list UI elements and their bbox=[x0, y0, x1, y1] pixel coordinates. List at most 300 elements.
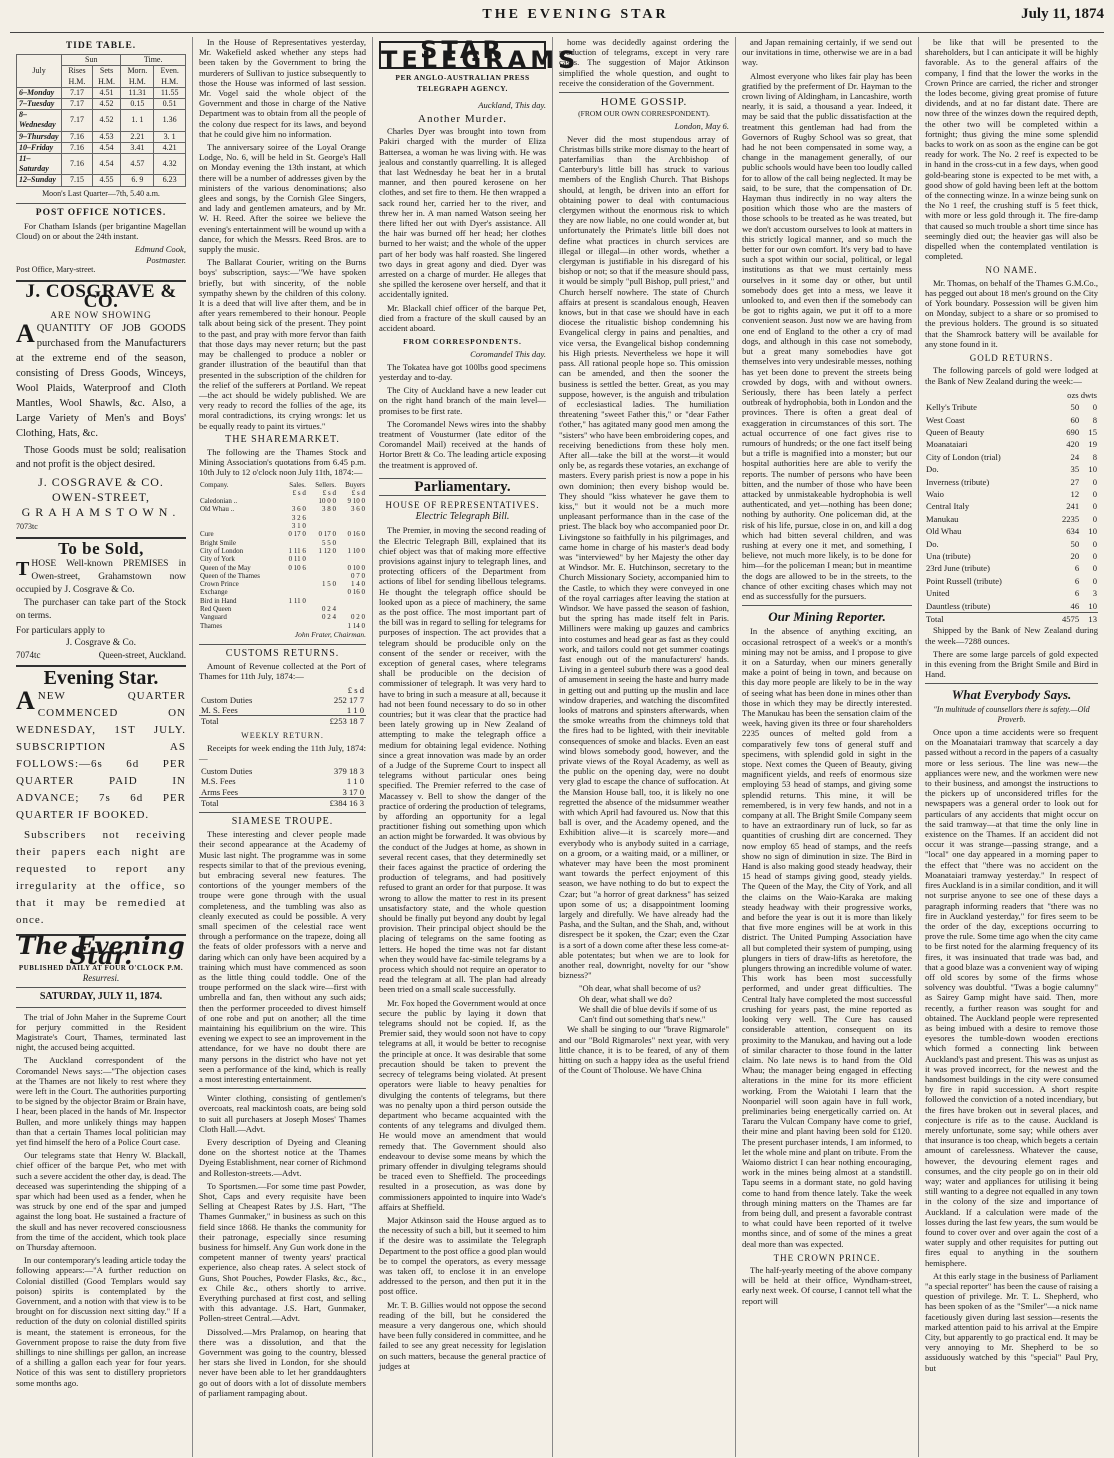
share-cell: 0 17 0 bbox=[318, 530, 337, 539]
share-cell bbox=[307, 572, 337, 580]
weekly-cell: Arms Fees bbox=[201, 786, 238, 797]
to-be-sold-agent: J. Cosgrave & Co. bbox=[66, 637, 136, 648]
gold-cell: 690 bbox=[1066, 426, 1080, 437]
share-cell bbox=[199, 522, 281, 530]
everybody-says-end: At this early stage in the business of Parliament "a special reporter" has been the cause of raising a question of privilege. Mr. T. L. Shepherd, who has been spoken of as the "Smiler"—a nick name facetiously given during last session—resents the marked attention paid to his arrival at the Empire City, but apparently to go practical end. It may be very annoying to Mr. Shepherd to be so assiduously watched by this "special" Paul Pry, but bbox=[925, 1270, 1098, 1373]
gold-cell: 634 bbox=[1066, 526, 1080, 537]
tide-cell: 7.16 bbox=[62, 131, 93, 142]
gold-cell: 0 bbox=[1092, 538, 1097, 549]
news-item: The Auckland correspondent of the Coromandel News says:—"The objection cases at the Thames are not likely to rest where they were left in the Court. The authorities purporting to be signed by the objector Braim or Brain have, I hear, been placed in the hands of Mr. Inspector Bullen, and more unlikely things may happen than that a certain Thames local politician may yet find himself the hero of a Police Court case. bbox=[16, 1055, 186, 1147]
tide-row bbox=[17, 99, 186, 110]
tide-col-head: Rises H.M. bbox=[62, 66, 93, 87]
gold-cell: 6 bbox=[1074, 575, 1080, 586]
correspondent-item: The Coromandel News wires into the shabby treatment of Vousturmer (late editor of the Coromandel Mail) received at the hands of Hortor Brett & Co. The leading article exposing the treatment is approved of. bbox=[379, 418, 546, 470]
to-be-sold-purchaser: The purchaser can take part of the Stock on terms. bbox=[16, 597, 186, 621]
share-cell: Old Whau .. bbox=[200, 505, 235, 514]
to-be-sold-body: HOSE Well-known PREMISES in Owen-street, Grahamstown now occupied by J. Cosgrave & Co. bbox=[16, 558, 186, 595]
gold-row bbox=[925, 500, 1098, 512]
house-title: HOUSE OF REPRESENTATIVES. bbox=[385, 499, 540, 510]
gold-cell: Central Italy bbox=[926, 501, 970, 512]
home-gossip-body: Never did the most stupendous array of Christmas bills strike more dismay to the heart of paterfamilias than the Archbishop of Canterbury's little bill has struck to various members of the English Church. That Bishops should, at length, be driven into an effort for obtaining power to deal with contumacious clergymen without the enormous risk to which they are now liable, no one could wonder at, but unfortunately the Primate's little bill does not define what practices in church services are illegal or illegal—in other words, whether a clergyman is justifiable in his disregard of his bishop or not; so that if the measure should pass, it would be simply "pull Bishop, pull priest," and Church herself nowhere. The state of Church affairs at present is scandalous enough, Heaven knows, but in that case we should have in each diocese the ritualistic bishop condemning his Evangelical clergy in pains and penalties, and vice versa, the Evangelical bishop condemning his High priests. Nevertheless we hope it will pass. All rational people hope so. This omission can be amended, and then the sooner the business is settled the better. Great, as you may suppose, however, is the anguish and tribulation of ecclesiastical ladies. The humiliation threatening "sweet Father this," or "dear Father t'other," has agitated many good men among the "sisters" who have been embroidering copes, and receiving benedictions from these holy men. After all—take the bill at the worst—it would only be, as regards these votaries, an exchange of masters. Every parish priest is now a pope in his own dominion; then every bishop would be. They should "kiss whatever he gave them to kiss," but it would not be a much more unpleasant performance than in the case of the priest. The black boy who accompanied poor Dr. Livingstone so faithfully in his pilgrimages, and came home in charge of his master's dead body was "interviewed" by her Majesty the other day at Windsor. Mr. E. Hutchinson, secretary to the Church Missionary Society, accompanied him to the Castle, to which they were conveyed in one of the royal carriages after leaving the station at Windsor. We have passed the season of fashion, but the spring has made itself felt in Paris. Milliners were making up gauzes and cambrics into costumes and head gear as fast as they could work, and tailors could not get summer coatings fast enough out of the manufacturers' hands. Living in a genteel suburb there was a good deal of amusement in seeing the haste and hurry made in getting out and putting up the muslin and lace window draperies, and watching the discomfited looks of matrons and spinsters afterwards, when the smoke wreaths from the chimneys told that the fires had to be lighted, with their inevitable consequences of smoke and blacks. Even an east wind blows somebody good, however, and the private views of the Royal Academy, as well as the public on the opening day, were no doubt very glad to escape the chance of suffocation. At the Mansion House ball, too, it is likely no one regretted the absence of the midsummer weather with which April had favoured us. Now that this ball is over, and the Academy opened, and the Exhibition alive—it is scarcely more—and everybody who is anybody suited in a carriage, on a groom, or a waiting maid, or a milliner, or whatever may have been the most prominent want towards the perfect enjoyment of this season, we have nothing to do but to expect the Czar; but "a horror of great darkness" has seized upon some of us; a disappointment looming largely and direfully. We have already had the Pasha, and the Sultan, and the Shah, and, without disrespect be it spoken, the Czar; even the Czar is a sort of a down come after these less come-at-able potentates; but when we are to look for another real, downright, novelty for our "show bizness?" bbox=[559, 133, 729, 981]
news-item: In our contemporary's leading article today the following appears:—"A further reduction on Colonial distilled (Good Templars would say poison) spirits is contemplated by the Government, and a notion with that view is to be brought on for discussion next sitting day." If a reduction of the duty on colonial distilled spirits is meant, the statement is erroneous, for the Government propose to raise the duty from five shillings to nine shillings per gallon, an increase of a shilling a gallon each year for four years. Notice of this was sent to distillery proprietors some months ago. bbox=[16, 1255, 186, 1388]
gold-cell: 24 bbox=[1070, 451, 1080, 462]
gold-cell: 6 bbox=[1074, 563, 1080, 574]
share-cell: Queen of the May bbox=[200, 563, 251, 572]
to-be-sold-ad bbox=[16, 558, 186, 597]
cosgrave-body: QUANTITY OF JOB GOODS purchased from the Manufacturers at the extreme end of the season, consisting of Dress Goods, Winceys, Wool Plaids, Waterproof and Cloth Mantles, Wool Shawls, &c. Also, a Large Variety of Men's and Boys' Clothing, Hats, &c. bbox=[16, 322, 186, 439]
share-cell: 0 2 4 bbox=[322, 613, 337, 622]
to-be-sold-address: Queen-street, Auckland. bbox=[98, 650, 186, 661]
share-cell: 1 10 0 bbox=[347, 546, 365, 555]
share-cell: 1 12 0 bbox=[318, 546, 337, 555]
tide-table-title: TIDE TABLE. bbox=[65, 41, 137, 51]
tide-cell: 4.52 bbox=[92, 110, 121, 131]
post-office-body: For Chatham Islands (per brigantine Magellan Cloud) on or about the 24th instant. bbox=[16, 221, 186, 242]
verse-line: Oh dear, what shall we do? bbox=[579, 993, 673, 1004]
post-office-place: Post Office, Mary-street. bbox=[16, 264, 96, 274]
tide-row bbox=[17, 142, 186, 153]
share-row bbox=[199, 505, 366, 513]
gold-cell: 8 bbox=[1092, 451, 1097, 462]
gold-cell: City of London (trial) bbox=[926, 451, 1001, 462]
gold-row bbox=[925, 476, 1098, 488]
gold-total-label: Total bbox=[925, 613, 1048, 626]
share-cell: Caledonian .. bbox=[200, 497, 238, 506]
gillies-body: Mr. T. B. Gillies would not oppose the second reading of the bill, but he considered the measure a very dangerous one, which should have been fully considered in committee, and he failed to see any great necessity for legislation on such matters, because the general practice of judges at bbox=[379, 1299, 546, 1371]
share-cell: 0 7 0 bbox=[351, 571, 365, 580]
share-col-head: Sellers. bbox=[315, 480, 337, 489]
tide-head-time: Time. bbox=[121, 55, 186, 66]
share-cell: 3 1 0 bbox=[291, 522, 306, 531]
gold-cell: 10 bbox=[1088, 464, 1097, 475]
share-cell bbox=[307, 622, 337, 630]
gold-total-ozs: 4575 bbox=[1048, 613, 1080, 626]
share-cell bbox=[281, 497, 307, 505]
blackall-body: Mr. Blackall chief officer of the barque Pet, died from a fracture of the skull caused by an accident aboard. bbox=[379, 302, 546, 334]
gold-row bbox=[925, 575, 1098, 587]
post-office-sign-title: Postmaster. bbox=[146, 254, 186, 265]
bill-body: The Premier, in moving the second reading of the Electric Telegraph Bill, explained that its chief object was that of making more effective provisions against injury to telegraph lines, and protecting officers of the Department from actions of libel for sending libellous telegrams. He thought the telegraph office should be looked upon as a piece of machinery, the same as the post office. The most important part of the bill was in regard to selling for telegrams for purposes of inspection. The act provides that a telegram should be producible only on the consent of the sender or receiver, with the exception of general cases, where telegrams shall be producible on the decision of commissioner of telegraph. It was very hard to have to bring in such a measure at all, because it had not been found necessary to do so in other countries; but it was clear that the practice had been lately growing up in New Zealand of attempting to make the telegraph office a medium for obtaining legal evidence. Nothing since a great innovation was made by an order of a Judge of the Supreme Court to inspect all telegrams without particular ones being specified. The Premier referred to the case of Macassey v. Bell to show the danger of the practice of ordering the production of telegrams, by affording an opportunity for a legal practitioner fishing out something upon which an action might be forwarded. It was obvious by the conduct of the Judges at home, as shown in several recent cases, that they determinedly set their faces against the practice of ordering the production of telegrams, and had positively refused to grant an order for that purpose. It was wrong to allow the matter to rest in its present unsatisfactory state, and the whole question should be finally put beyond any doubt by legal provision. Their principal object should be the placing of telegrams on the same footing as letters. He hoped the time was not far distant when they would have fac-simile telegrams by a process which should not require an operator to read the telegram at all. The plan had already been tried on a small scale successfully. bbox=[379, 525, 546, 995]
gold-cell: Point Russell (tribute) bbox=[926, 575, 1002, 586]
tide-cell: 9–Thursday bbox=[17, 131, 62, 142]
cosgrave-ref: 7073tc bbox=[16, 522, 38, 532]
share-cell: 3 2 6 bbox=[291, 513, 306, 522]
gold-cell: 20 bbox=[1070, 550, 1080, 561]
evening-star-ad-title: Evening Star. bbox=[43, 667, 159, 690]
share-cell: 3 8 0 bbox=[322, 505, 337, 514]
advertisement: Winter clothing, consisting of gentlemen's overcoats, real mackintosh coats, are being sold to suit all purchasers at Joseph Moses' Thames Cloth Hall.—Advt. bbox=[199, 1093, 366, 1134]
gold-row bbox=[925, 600, 1098, 613]
gold-cell: Una (tribute) bbox=[926, 550, 971, 561]
tide-cell: 4.21 bbox=[154, 142, 186, 153]
column-2 bbox=[193, 37, 373, 1457]
weekly-cell: 1 1 0 bbox=[346, 776, 364, 787]
share-row bbox=[199, 530, 366, 538]
weekly-return-table bbox=[199, 766, 366, 808]
gold-cell: 35 bbox=[1070, 464, 1080, 475]
tide-cell: 6.23 bbox=[154, 175, 186, 186]
share-cell bbox=[281, 572, 307, 580]
gold-row bbox=[925, 463, 1098, 475]
share-cell: 5 5 0 bbox=[322, 538, 337, 547]
news-item: The anniversary soiree of the Loyal Orange Lodge, No. 6, will be held in St. George's Hall on Monday evening the 13th instant, at which there will be a number of addresses given by the ministers of the various denominations; also glees and songs, by the Cornish Glee Singers, and lady and gentlemen amateurs, and by Mr. W. H. Reed. After the soiree we believe the evening's entertainment will be wound up with a dance, for which the Messrs. Reed Bros. are to supply the music. bbox=[199, 142, 366, 255]
column-1 bbox=[10, 37, 193, 1457]
cosgrave-ad bbox=[16, 318, 186, 441]
tide-cell: 1.36 bbox=[154, 110, 186, 131]
tide-head-month: July bbox=[17, 55, 62, 88]
share-cell: Bright Smile bbox=[200, 538, 236, 547]
weekly-row bbox=[199, 766, 366, 776]
tide-cell: 7.16 bbox=[62, 154, 93, 175]
share-cell bbox=[281, 605, 307, 613]
cosgrave-note: Those Goods must be sold; realisation and not profit is the object desired. bbox=[16, 444, 186, 470]
tide-cell: 7–Tuesday bbox=[17, 99, 62, 110]
weekly-row bbox=[199, 787, 366, 798]
tide-cell: 3. 1 bbox=[154, 131, 186, 142]
crown-prince-continued: be like that will be presented to the shareholders, but I can anticipate it will be highly favorable. As to the general affairs of the company, I find that the lower the works in the Crown Prince are carried, the richer and stronger the lodes become, giving great promise of future dividends, and at no far distant date. There are now three of the winzes down the required depth, the other two will be completed within a fortnight; thus giving the mine some splendid backs to work on as soon as the engine can be got ready for work. The No. 2 reef is expected to be in hand in the cross-cut in a few days, when good gold-bearing stone is expected to be met with, a good show of gold having been left at the bottom of the connecting winze. In a winze being sunk on the No 1 reef, the crushing stuff is 5 feet thick, with more or less gold through it. The fire-damp that caused so much trouble a short time since has seemingly died out; the heavier gas will also be dispelled when the contemplated ventilation is completed. bbox=[925, 37, 1098, 262]
gold-row bbox=[925, 587, 1098, 599]
share-col-head: Sales. bbox=[289, 480, 306, 489]
news-item: In the House of Representatives yesterday, Mr. Wakefield asked whether any steps had been taken by the Government to bring the murderers of Sullivan to justice subsequently to those the House was informed of last session. Mr. Vogel said the whole object of the Government and those in charge of the Native Department was to obtain from all the people of the colony due respect for its laws, and beyond that he could give him no information. bbox=[199, 37, 366, 139]
share-cell: 0 2 4 bbox=[322, 604, 337, 613]
share-row bbox=[199, 597, 366, 605]
share-cell bbox=[337, 514, 366, 522]
gold-cell: 0 bbox=[1092, 575, 1097, 586]
share-row bbox=[199, 547, 366, 555]
share-row bbox=[199, 622, 366, 630]
share-cell bbox=[281, 588, 307, 596]
gold-cell: Inverness (tribute) bbox=[926, 476, 990, 487]
share-cell bbox=[281, 622, 307, 630]
paper-motto: Resurresi. bbox=[82, 973, 120, 984]
telegram-dateline: Auckland, This day. bbox=[478, 99, 546, 110]
gold-row bbox=[925, 488, 1098, 500]
gold-row bbox=[925, 550, 1098, 562]
gold-expected-note: There are some large parcels of gold expected in this evening from the Bright Smile and Bird in Hand. bbox=[925, 648, 1098, 680]
tide-cell: 3.41 bbox=[121, 142, 154, 153]
parliamentary-title: Parliamentary. bbox=[379, 478, 546, 496]
tide-cell: 4.54 bbox=[92, 142, 121, 153]
gold-cell: Dauntless (tribute) bbox=[926, 600, 991, 611]
gold-cell: Queen of Beauty bbox=[926, 426, 985, 437]
gold-returns-title: GOLD RETURNS. bbox=[969, 353, 1054, 364]
customs-intro: Amount of Revenue collected at the Port of Thames for 11th July, 1874:— bbox=[199, 661, 366, 682]
gold-cell: Manukau bbox=[926, 513, 959, 524]
share-cell bbox=[281, 613, 307, 621]
tide-head-sun: Sun bbox=[62, 55, 121, 66]
tide-cell: 0.15 bbox=[121, 99, 154, 110]
home-gossip-from: (FROM OUR OWN CORRESPONDENT). bbox=[578, 109, 710, 119]
everybody-says-motto: "In multitude of counsellors there is safety.—Old Proverb. bbox=[933, 704, 1090, 724]
share-row bbox=[199, 555, 366, 563]
news-item: Our telegrams state that Henry W. Blackall, chief officer of the barque Pet, who met with such a severe accident the other day, is dead. The deceased was superintending the shipping of a spar which had been used as a fender, when he was struck by one end of the spar and jumped against the long boat. He sustained a fracture of the skull and has never recovered consciousness from the time of the accident, which took place on Thursday afternoon. bbox=[16, 1150, 186, 1252]
weekly-row bbox=[199, 776, 366, 786]
tide-cell: 6. 9 bbox=[121, 175, 154, 186]
tide-cell: 7.16 bbox=[62, 142, 93, 153]
share-cell: Thames bbox=[200, 621, 223, 630]
tide-cell: 10–Friday bbox=[17, 142, 62, 153]
correspondents-dateline: Coromandel This day. bbox=[470, 349, 546, 360]
gold-cell: 0 bbox=[1092, 402, 1097, 413]
gold-shipped-note: Shipped by the Bank of New Zealand during the week—7288 ounces. bbox=[925, 625, 1098, 646]
weekly-total-label: Total bbox=[199, 797, 298, 808]
no-name-title: NO NAME. bbox=[985, 265, 1038, 276]
fox-body: Mr. Fox hoped the Government would at once secure the public by laying it down that telegrams should not be copied. If, as the Premier said, they would soon not have to copy telegrams at all, it would be better to recognise the principle at once. It was desirable that some precaution should be taken to prevent the secrecy of telegrams being violated. At present operators were liable to heavy penalties for divulging the contents of telegrams, but there was no penalty upon a third person outside the department who became acquainted with the contents of any telegrams and divulged them. He would move an amendment that would remedy that. The Government should also endeavour to devise some means by which the primary offender in divulging telegrams should be traced even to Sheffield. The proceedings resulted in a prosecution, as was done by commissioners appointed to inquire into Wade's affairs at Sheffield. bbox=[379, 997, 546, 1212]
share-cell: 1 11 0 bbox=[288, 596, 306, 605]
tide-col-head: Even. H.M. bbox=[154, 66, 186, 87]
post-office-title: POST OFFICE NOTICES. bbox=[35, 207, 167, 218]
tide-row bbox=[17, 154, 186, 175]
gold-cell: 241 bbox=[1066, 501, 1080, 512]
gold-cell: West Coast bbox=[926, 414, 965, 425]
share-col-unit: £ s d bbox=[292, 488, 306, 497]
customs-cell: 1 1 0 bbox=[346, 705, 364, 716]
share-cell: 0 17 0 bbox=[288, 530, 306, 539]
gold-row bbox=[925, 525, 1098, 537]
tide-row bbox=[17, 175, 186, 186]
share-cell bbox=[337, 597, 366, 605]
parliament-continued: home was decidedly against ordering the production of telegrams, except in very rare cases. The suggestion of Major Atkinson simplified the whole question, and ought to receive the consideration of the Government. bbox=[559, 37, 729, 88]
tide-cell: 7.17 bbox=[62, 99, 93, 110]
share-cell: 3 6 0 bbox=[351, 505, 365, 514]
tide-cell: 4.55 bbox=[92, 175, 121, 186]
share-cell: 0 11 0 bbox=[288, 555, 306, 564]
mining-reporter-title: Our Mining Reporter. bbox=[768, 609, 886, 625]
gold-cell: Old Whau bbox=[926, 526, 962, 537]
share-cell: 1 4 0 bbox=[351, 580, 365, 589]
gold-cell: 50 bbox=[1070, 402, 1080, 413]
gold-cell: 2235 bbox=[1061, 513, 1080, 524]
sharemarket-title: THE SHAREMARKET. bbox=[225, 433, 340, 445]
advertisement: To Sportsmen.—For some time past Powder, Shot, Caps and every requisite have been Selling at Cheapest Rates by J.S. Hart, "The Thames Gunmaker," in business as such on this field since 1868. He thanks the community for their patronage, especially since resuming business for himself. Any Gun work done in the competent manner of twenty years' practical experience, also cheap rates. A select stock of Guns, Shot Pouches, Powder Flasks, &c., &c., ex Chile &c., others shortly to arrive. Everything purchased at first cost, and selling with this advantage. J.S. Hart, Gunmaker, Pollen-street Central.—Advt. bbox=[199, 1180, 366, 1324]
share-cell: Queen of the Thames bbox=[200, 571, 260, 580]
gold-cell: 420 bbox=[1066, 439, 1080, 450]
gold-cell: 0 bbox=[1092, 513, 1097, 524]
tide-cell: 12–Sunday bbox=[17, 175, 62, 186]
tide-cell: 6–Monday bbox=[17, 87, 62, 98]
tide-cell: 4.54 bbox=[92, 154, 121, 175]
murder-body: Charles Dyer was brought into town from Pakiri charged with the murder of Eliza Battersea, a woman he was living with. He was jealous and constantly quarrelling. It is alleged that last Wednesday he beat her in a brutal manner, and then poured kerosene on her clothes, and set fire to them. He then wrapped a sack round her, carried her to the river, and threw her in. A man named Watson seeing her there lifted her out with Dyer's assistance. All the hair was burned off her head; her clothes burned to her waist; and the whole of the upper part of her body was half roasted. She lingered two days in great agony and died. Dyer was arrested on a charge of murder. He alleges that she spilled the kerosene over herself, and that it accidentally ignited. bbox=[379, 126, 546, 300]
share-cell: 1 14 0 bbox=[347, 621, 365, 630]
customs-total-value: £253 18 7 bbox=[298, 716, 366, 727]
to-be-sold-title: To be Sold, bbox=[58, 539, 144, 559]
masthead-date: July 11, 1874 bbox=[1021, 6, 1104, 22]
sharemarket-intro: The following are the Thames Stock and Mining Association's quotations from 6.45 p.m. 10th July to 12 o'clock noon July 11th, 1874:— bbox=[199, 446, 366, 478]
customs-cell: Custom Duties bbox=[201, 694, 253, 705]
column-6 bbox=[919, 37, 1104, 1457]
share-cell: 1 11 6 bbox=[288, 546, 306, 555]
share-cell: Vanguard bbox=[200, 613, 227, 622]
everybody-says-title: What Everybody Says. bbox=[951, 687, 1072, 703]
customs-cell: 252 17 7 bbox=[333, 694, 364, 705]
gold-total-dwts: 13 bbox=[1080, 613, 1098, 626]
correspondent-item: The Tokatea have got 100lbs good specimens yesterday and to-day. bbox=[379, 361, 546, 382]
crown-prince-title: THE CROWN PRINCE. bbox=[773, 1252, 881, 1263]
murder-headline: Another Murder. bbox=[418, 113, 507, 126]
tide-cell: 7.17 bbox=[62, 110, 93, 131]
customs-table bbox=[199, 685, 366, 727]
share-cell bbox=[337, 605, 366, 613]
share-cell: Crown Prince bbox=[200, 580, 239, 589]
share-row bbox=[199, 564, 366, 572]
crown-prince-body: The half-yearly meeting of the above company will be held at their office, Wyndham-street, early next week. Of course, I cannot tell what the report will bbox=[742, 1264, 912, 1306]
gold-cell: 12 bbox=[1070, 488, 1080, 499]
cosgrave-street: OWEN-STREET, bbox=[51, 489, 151, 504]
gold-cell: United bbox=[926, 588, 950, 599]
share-row bbox=[199, 522, 366, 530]
cosgrave-town: GRAHAMSTOWN. bbox=[21, 505, 181, 520]
gold-cell: 0 bbox=[1092, 501, 1097, 512]
share-cell bbox=[307, 514, 337, 522]
share-cell bbox=[337, 522, 366, 530]
tide-row bbox=[17, 131, 186, 142]
tide-cell: 4.32 bbox=[154, 154, 186, 175]
cosgrave-name: J. COSGRAVE & CO. bbox=[25, 281, 177, 313]
share-cell: City of London bbox=[200, 546, 244, 555]
gossip-continued: and Japan remaining certainly, if we send out our invitations in time, otherwise we are in a bad way. bbox=[742, 37, 912, 68]
star-telegrams-title: STAR TELEGRAMS bbox=[381, 36, 580, 75]
verse-line: "Oh dear, what shall become of us? bbox=[579, 983, 701, 994]
share-col-unit: £ s d bbox=[351, 488, 365, 497]
everybody-says-body: Once upon a time accidents were so frequent on the Moanataiari tramway that scarcely a day passed without a record in the papers of a casualty more or less serious. The line was new—the appliances were new, and the workmen were new to their business, and amongst the instructions to the pickers up of unconsidered trifles for the newspapers was a general order to look out for particulars of any accidents that might occur on the said tramway—at that time the only line in existence on the Thames. If an accident did not occur it was strange—passing strange, and a "local" one day appeared in a morning paper to the effect that "there was no accident on the Moanataiari tramway yesterday." In respect of fires Auckland is in a similar condition, and it will not surprise anyone to see one of these days a paragraph informing readers that "there was no fire in Auckland yesterday," for fires seem to be the order of the day, exceptions occurring to prove the rule. Some time ago when the city came to be first noted for the alarming frequency of its fires, it was insinuated that trade was bad, and that a good blaze was a convenient way of wiping off old scores by some of the firms whose solvency was doubtful. "Twas a bogie calumny" as Sairey Gamp might have said. Then, more recently, a further reason was sought for and obtained. The Auckland people were represented as being imbued with a desire to remove those eyesores the tumble-down wooden erections which formed a connecting link between Auckland's past and present. This was as unjust as it was proved incorrect, for the newest and the handsomest buildings in the city were consumed by fire in rapid succession. A short respite followed the conviction of a noted incendiary, but the fires have broken out in several places, and conjecture is rife as to the cause. Auckland is merely unfortunate, some say; while others aver that insurance is too cheap, which begets a certain amount of carelessness. Whatever the cause, however, the devouring element rages and consumes, and the city people go on in their old way; water and appliances for utilising it being still wanting to a degree not equalled in any town in the colony of the size and importance of Auckland. If a calculation were made of the losses during the last few years, the sum would be found to cover over and over again the cost of a water supply and other requisites for putting out fires equal to anything in the southern hemisphere. bbox=[925, 727, 1099, 1268]
share-row bbox=[199, 497, 366, 505]
tide-cell: 0.51 bbox=[154, 99, 186, 110]
share-cell bbox=[281, 580, 307, 588]
tide-cell: 1. 1 bbox=[121, 110, 154, 131]
column-4 bbox=[553, 37, 736, 1457]
home-gossip-title: HOME GOSSIP. bbox=[600, 96, 688, 109]
share-cell bbox=[199, 514, 281, 522]
subscription-dropcap: A bbox=[16, 685, 36, 715]
gold-cell: 19 bbox=[1088, 439, 1097, 450]
gold-cell: 0 bbox=[1092, 488, 1097, 499]
share-col-head: Company. bbox=[200, 480, 229, 489]
gold-row bbox=[925, 414, 1098, 426]
gold-cell: 15 bbox=[1088, 426, 1097, 437]
tide-row bbox=[17, 87, 186, 98]
column-5 bbox=[736, 37, 919, 1457]
gossip-hayman: Almost everyone who likes fair play has been gratified by the preferment of Dr. Hayman to the crown living of Aldingham, in Lancashire, worth nearly, it is said, a thousand a year. Indeed, it may be said that the public dissatisfaction at the treatment this gentleman had had from the Governors of Rugby School was so great, that had he not been compensated in some way, a change in the management generally, of our public schools would have been too loudly called for to allow of the call being neglected. It may be said, to be sure, that the compensation of Dr. Hayman thus indirectly in no way alters the position which those who are the masters of those schools to be treated as he was treated, but we don't accustom ourselves to look at matters in this strictly logical manner, and so much the better for our own comfort. It's very bad to have such a spot within our social, political, or legal institutions as that we must certainly mess ourselves in it some day or other, but until somebody does get into a mess, we leave it unlooked to, and even then if the somebody can be got to rights again, we put it off to a more convenient season. Just now we are having from one end of England to the other a cry of mad dogs, and although in this case not somebody, but a great many somebodies have got themselves into very undesirable messes, nothing has yet been done to prevent the streets being crowded by dogs, with and without owners. Seriously, there has been lately a perfect outbreak of hydrophobia, both in London and the provinces. There is often a great deal of exaggeration in circumstances of this sort. The actual occurrence of one fact gives rise to rumours of hundreds; or the one fact itself being but a trifle is magnified into a monster; but our hospital authorities here are able to verify the reports. The number of persons who have been bitten, and the number of those who have been attacked by unmistakeable hydrophobia is well authenticated, and yet—nothing has been done; nothing by authority. One policeman did, at the risk of his life, pursue, close in on, and kill a dog which had bitten several children, and was rushing at every one it met, and something, I believe, not much more likely, is to be done for him—for the policeman I mean; but in meantime the dogs are allowed to be in the streets, to the chance of other exciting chases which may not end as successfully for the pursuers. bbox=[742, 70, 912, 601]
gold-cell: Do. bbox=[926, 538, 939, 549]
advertisement: Every description of Dyeing and Cleaning done on the shortest notice at the Thames Dyeing Establishment, near corner of Richmond and Rolleston-streets.—Advt. bbox=[199, 1137, 366, 1178]
issue-date: SATURDAY, JULY 11, 1874. bbox=[39, 991, 163, 1003]
share-cell bbox=[307, 522, 337, 530]
bill-title: Electric Telegraph Bill. bbox=[415, 511, 510, 523]
customs-row bbox=[199, 705, 366, 716]
masthead-title: THE EVENING STAR bbox=[482, 7, 669, 22]
cosgrave-showing: ARE NOW SHOWING bbox=[50, 310, 152, 321]
share-col-head: Buyers bbox=[345, 480, 365, 489]
gold-cell: 0 bbox=[1092, 476, 1097, 487]
share-cell: Exchange bbox=[200, 588, 228, 597]
share-row bbox=[199, 539, 366, 547]
no-name-body: Mr. Thomas, on behalf of the Thames G.M.Co., has pegged out about 18 men's ground on the City of York boundary. Possession will be given him on Monday, subject to a share or so promised to the previous holders. The ground is so situated that the Shamrock battery will be available for any stone found in it. bbox=[925, 277, 1098, 349]
gold-cell: 10 bbox=[1088, 600, 1097, 611]
column-3 bbox=[373, 36, 580, 1457]
share-row bbox=[199, 572, 366, 580]
verse-line: Can't find out something that's new." bbox=[579, 1014, 706, 1025]
share-row bbox=[199, 588, 366, 596]
tide-cell: 2.21 bbox=[121, 131, 154, 142]
gold-cell: 0 bbox=[1092, 563, 1097, 574]
gold-cell: 50 bbox=[1070, 538, 1080, 549]
gold-row bbox=[925, 401, 1098, 413]
gold-unit-head: ozs dwts bbox=[1067, 389, 1097, 400]
telegram-agency: PER ANGLO-AUSTRALIAN PRESS TELEGRAPH AGENCY. bbox=[395, 73, 530, 93]
gold-returns-intro: The following parcels of gold were lodged at the Bank of New Zealand during the week:— bbox=[925, 365, 1098, 386]
tide-cell: 4.57 bbox=[121, 154, 154, 175]
paper-nameplate: The Evening Star. bbox=[17, 930, 185, 970]
gold-cell: Waio bbox=[926, 488, 944, 499]
siamese-body: These interesting and clever people made their second appearance at the Academy of Music last night. The programme was in some respects similar to that of the previous evening, but embracing several new features. The contortions of the younger members of the troupe were gone through with the usual completeness, and the tumbling was also as cleanly executed as could be possible. A very small specimen of the celestial race went through a performance on the trapeze, doing all the feats of older professors with a nerve and daring which can only have been acquired by a training which must have commenced as soon as the little thing could toddle. One of the troupe performed on the slack wire—first with umbrella and fan, then without any such aids; then the performer proceeded to divest himself of one robe and put on another; all the time maintaining his equilibrium on the wire. This evening we expect to see an improvement in the attendance, for we have no doubt there are many persons in the district who have not yet seen a performance of the kind, which is really a most interesting entertainment. bbox=[199, 829, 366, 1084]
tide-table bbox=[16, 54, 186, 186]
gold-cell: 6 bbox=[1074, 588, 1080, 599]
tide-row bbox=[17, 110, 186, 131]
share-cell: Red Queen bbox=[200, 604, 232, 613]
share-cell: 0 10 0 bbox=[347, 563, 365, 572]
tide-cell: 7.17 bbox=[62, 87, 93, 98]
gold-cell: Moanataiari bbox=[926, 439, 968, 450]
to-be-sold-dropcap: T bbox=[16, 557, 30, 580]
gold-row bbox=[925, 451, 1098, 463]
subscription-notice: Subscribers not receiving their papers each night are requested to report any irregularity at the office, so that it may be remedied at once. bbox=[16, 828, 186, 926]
share-col-unit bbox=[199, 489, 281, 497]
tide-cell: 4.53 bbox=[92, 131, 121, 142]
weekly-cell: Custom Duties bbox=[201, 766, 253, 777]
to-be-sold-ref: 7074tc bbox=[16, 650, 41, 661]
share-cell: 10 0 0 bbox=[318, 497, 337, 506]
gold-row bbox=[925, 538, 1098, 550]
tide-cell: 7.15 bbox=[62, 175, 93, 186]
gold-cell: 3 bbox=[1092, 588, 1097, 599]
tide-cell: 4.52 bbox=[92, 99, 121, 110]
masthead bbox=[10, 6, 1104, 33]
moon-note: Moon's Last Quarter—7th, 5.40 a.m. bbox=[42, 188, 160, 198]
share-cell: 9 10 0 bbox=[347, 497, 365, 506]
gold-cell: 27 bbox=[1070, 476, 1080, 487]
gold-cell: 60 bbox=[1070, 414, 1080, 425]
gold-cell: 23rd June (tribute) bbox=[926, 563, 990, 574]
tide-col-head: Sets H.M. bbox=[92, 66, 121, 87]
share-cell bbox=[307, 555, 337, 563]
share-row bbox=[199, 580, 366, 588]
customs-currency-head: £ s d bbox=[347, 684, 364, 695]
share-cell: Cure bbox=[200, 530, 214, 539]
customs-title: CUSTOMS RETURNS. bbox=[225, 648, 340, 660]
gold-row bbox=[925, 438, 1098, 450]
weekly-cell: 3 17 0 bbox=[342, 786, 364, 797]
news-item: The trial of John Maher in the Supreme Court for perjury committed in the Resident Magistrate's Court, Thames, terminated last night, the accused being acquitted. bbox=[16, 1011, 186, 1053]
correspondents-title: FROM CORRESPONDENTS. bbox=[403, 337, 522, 347]
published-line: PUBLISHED DAILY AT FOUR O'CLOCK P.M. bbox=[18, 963, 184, 972]
post-office-sign-name: Edmund Cook, bbox=[134, 244, 186, 255]
gold-row bbox=[925, 513, 1098, 525]
gold-cell: 46 bbox=[1070, 600, 1080, 611]
share-cell bbox=[307, 597, 337, 605]
advertisement: Dissolved.—Mrs Pralamop, on hearing that there was a dissolution, and that the Government was going to the country, blessed her stars she lived in London, for she should never have been able to let her granddaughters go out of doors with a lot of dissolute members of parliament rampaging about. bbox=[199, 1326, 366, 1398]
cosgrave-dropcap: A bbox=[16, 318, 35, 348]
columns bbox=[10, 37, 1104, 1457]
home-gossip-end: We shall be singing to our "brave Rigmarole" and our "Bold Rigmaroles" next year, with very little chance, it is to be feared, of any of them hitting on such a happy idea as the useful friend of the Count of Tholouse. We have China bbox=[559, 1024, 729, 1076]
news-item: The Ballarat Courier, writing on the Burns boys' subscription, says:—"We have spoken briefly, but with sincerity, of the noble sympathy shewn by the children of this colony. It is a deed that will live after them, and be in after years remembered to their honour. People talk about being sick of the present. They point to the past, and pray with more fervor than faith that those days may never return; but the past may be challenged to produce a nobler or grander illustration of the beautiful than that presented in the subscription of the children for the relief of the sufferers at Portland. We repeat—the act should be widely published. We are very ready to record the follies of the age, its moral contradictions, its crying wrongs: let us be equally ready to paint its virtues." bbox=[199, 257, 366, 431]
share-cell: Bird in Hand bbox=[200, 596, 237, 605]
share-cell: 1 5 0 bbox=[322, 580, 337, 589]
atkinson-body: Major Atkinson said the House argued as to the necessity of such a bill, but it seemed to him if the desire was to assimilate the Telegraph Department to the post office a good plan would be to compel the operators, as every message was taken off, to enclose it in an envelope addressed to the person, and then put it in the post office. bbox=[379, 1214, 546, 1297]
tide-cell: 11–Saturday bbox=[17, 154, 62, 175]
share-cell: 0 10 6 bbox=[288, 563, 306, 572]
gold-row bbox=[925, 562, 1098, 574]
sharemarket-sign: John Frater, Chairman. bbox=[294, 629, 366, 639]
